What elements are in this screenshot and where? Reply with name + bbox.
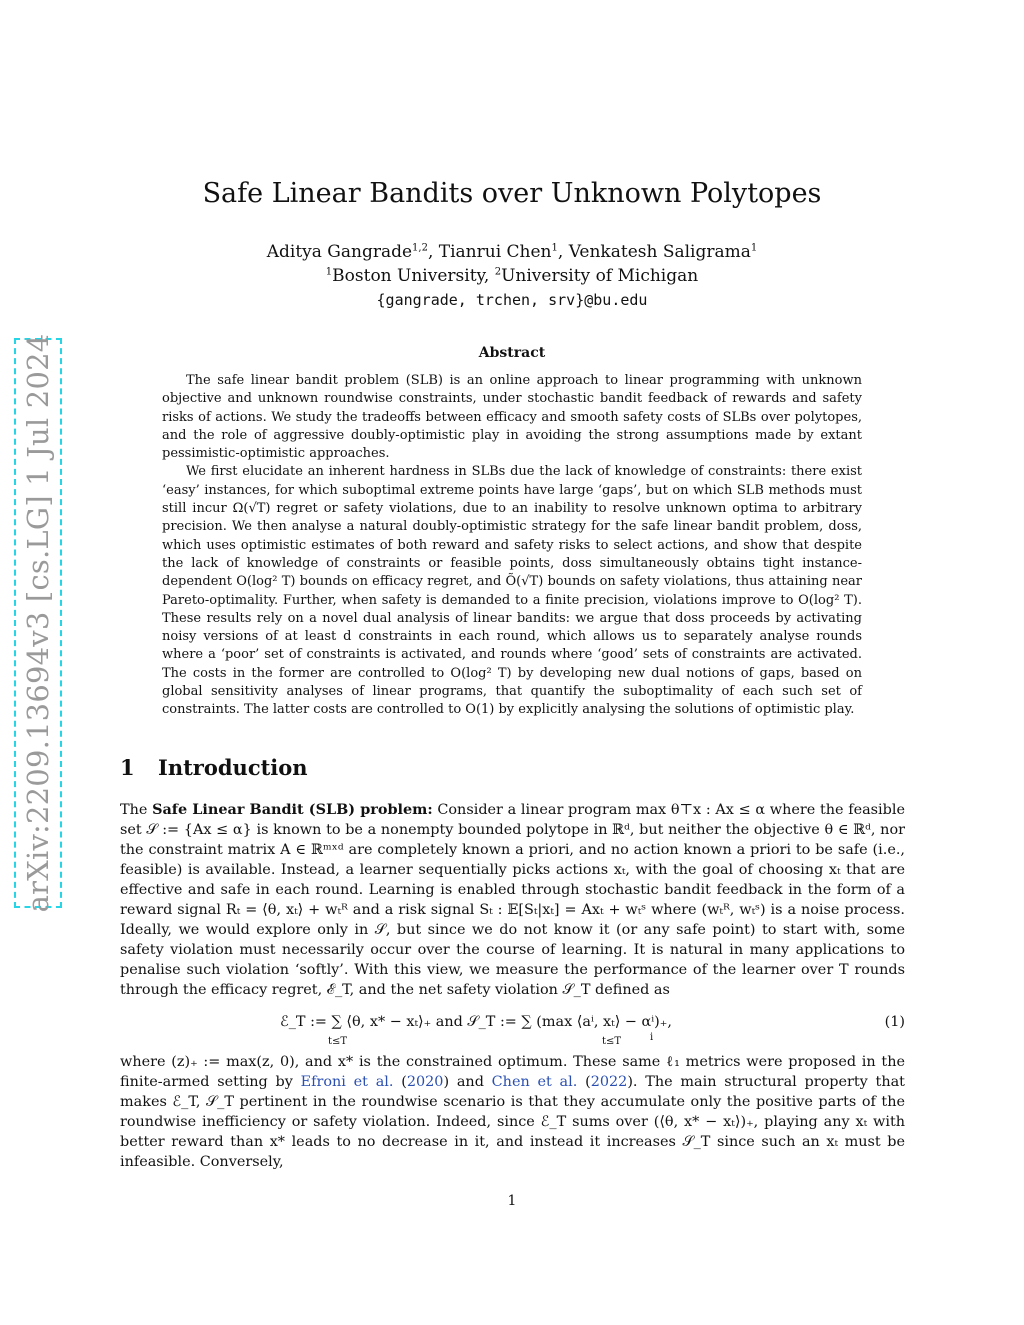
author-3: , Venkatesh Saligrama [557,242,751,262]
author-block [0,240,1024,312]
abstract-paragraph-2: We first elucidate an inherent hardness in SLBs due the lack of knowledge of constraints: there exist ‘easy’ instances, for which suboptimal extreme points have large ‘gaps’, but on which SLB methods must still incur Ω(√T) regret or safety violations, due to an inability to resolve unknown optima to arbitrary precision. We then analyse a natural doubly-optimistic strategy for the safe linear bandit problem, doss, which uses optimistic estimates of both reward and safety risks to select actions, and show that despite the lack of knowledge of constraints or feasible points, doss simultaneously obtains tight instance-dependent O(log² T) bounds on efficacy regret, and Õ(√T) bounds on safety violations, thus attaining near Pareto-optimality. Further, when safety is demanded to a finite precision, violations improve to O(log² T). These results rely on a novel dual analysis of linear bandits: we argue that doss proceeds by activating noisy versions of at least d constraints in each round, which allows us to separately analyse rounds where a ‘poor’ set of constraints is activated, and rounds where ‘good’ sets of constraints are activated. The costs in the former are controlled to O(log² T) by developing new dual notions of gaps, based on global sensitivity analyses of linear programs, that quantify the suboptimality of each such set of constraints. The latter costs are controlled to O(1) by explicitly analysing the solutions of optimistic play. [162,464,862,718]
intro-paragraph-1 [120,800,905,1000]
abstract-body [162,372,862,720]
section-heading [120,755,308,780]
author-2: , Tianrui Chen [427,242,552,262]
author-names [0,240,1024,264]
page-number: 1 [507,1193,517,1209]
equation-body: ℰ_T := ∑ ⟨θ, x* − xₜ⟩₊ and 𝒮_T := ∑ (max ⟨aⁱ, xₜ⟩ − αⁱ)₊, [280,1014,672,1030]
citation-chen[interactable]: Chen et al. [491,1074,578,1090]
author-2-affil: 1 [551,242,558,254]
author-3-affil: 1 [750,242,758,254]
equation-1 [120,1010,905,1052]
section-number: 1 [120,755,135,780]
author-1: Aditya Gangrade [266,242,413,262]
intro-p2-c: ). The main structural property that makes ℰ_T, 𝒮_T pertinent in the roundwise scenario is that they accumulate only the positive parts of the roundwise inefficiency or safety violation. Indeed, since ℰ_T sums over (⟨θ, x* − xₜ⟩)₊, playing any xₜ with better reward than x* leads to no decrease in it, and instead it increases 𝒮_T since such an xₜ must be infeasible. Conversely, [120,1074,905,1170]
intro-paragraph-2 [120,1052,905,1172]
intro-p2-a: where (z)₊ := max(z, 0), and x* is the constrained optimum. These same ℓ₁ metrics were proposed in the finite-armed setting by [120,1054,905,1090]
intro-text: Consider a linear program max θ⊤x : Ax ≤ α where the feasible set 𝒮 := {Ax ≤ α} is known to be a nonempty bounded polytope in ℝᵈ, but neither the objective θ ∈ ℝᵈ, nor the constraint matrix A ∈ ℝᵐˣᵈ are completely known a priori, and no action known a priori to be safe (i.e., feasible) is available. Instead, a learner sequentially picks actions xₜ, with the goal of choosing xₜ that are effective and safe in each round. Learning is enabled through stochastic bandit feedback in the form of a reward signal Rₜ = ⟨θ, xₜ⟩ + wₜᴿ and a risk signal Sₜ : 𝔼[Sₜ|xₜ] = Axₜ + wₜˢ where (wₜᴿ, wₜˢ) is a noise process. Ideally, we would explore only in 𝒮, but since we do not know it (or any safe point) to start with, some safety violation must necessarily occur over the course of learning. It is natural in many applications to penalise such violation ‘softly’. With this view, we measure the performance of the learner over T rounds through the efficacy regret, ℰ_T, and the net safety violation 𝒮_T defined as [120,802,905,998]
equation-sub-3: i [650,1032,654,1043]
arxiv-identifier: arXiv:2209.13694v3 [cs.LG] 1 Jul 2024 [21,333,55,913]
citation-efroni[interactable]: Efroni et al. [300,1074,394,1090]
affil-mark-1: 1 [325,266,333,278]
affil-mark-2: 2 [494,266,502,278]
section-title: Introduction [158,755,308,780]
equation-sub-1: t≤T [328,1036,348,1047]
citation-chen-open: ( [577,1074,591,1090]
affiliation-1: Boston University, [332,266,495,286]
equation-sub-2: t≤T [602,1036,622,1047]
arxiv-stamp [14,333,62,913]
intro-p2-b: ) and [443,1074,492,1090]
affiliations [0,264,1024,288]
citation-efroni-year[interactable]: 2020 [406,1074,444,1090]
author-emails[interactable]: {gangrade, trchen, srv}@bu.edu [376,291,648,309]
abstract-heading: Abstract [478,345,546,361]
paper-title: Safe Linear Bandits over Unknown Polytopes [202,178,822,209]
equation-number: (1) [884,1014,905,1030]
citation-chen-year[interactable]: 2022 [590,1074,628,1090]
intro-lead: The [120,802,153,818]
affiliation-2: University of Michigan [501,266,699,286]
citation-efroni-open: ( [393,1074,407,1090]
abstract-paragraph-1: The safe linear bandit problem (SLB) is an online approach to linear programming with unknown objective and unknown roundwise constraints, under stochastic bandit feedback of rewards and safety risks of actions. We study the tradeoffs between efficacy and smooth safety costs of SLBs over polytopes, and the role of aggressive doubly-optimistic play in avoiding the strong assumptions made by extant pessimistic-optimistic approaches. [162,373,862,462]
intro-bold-term: Safe Linear Bandit (SLB) problem: [152,801,433,818]
author-1-affil: 1,2 [412,242,428,254]
